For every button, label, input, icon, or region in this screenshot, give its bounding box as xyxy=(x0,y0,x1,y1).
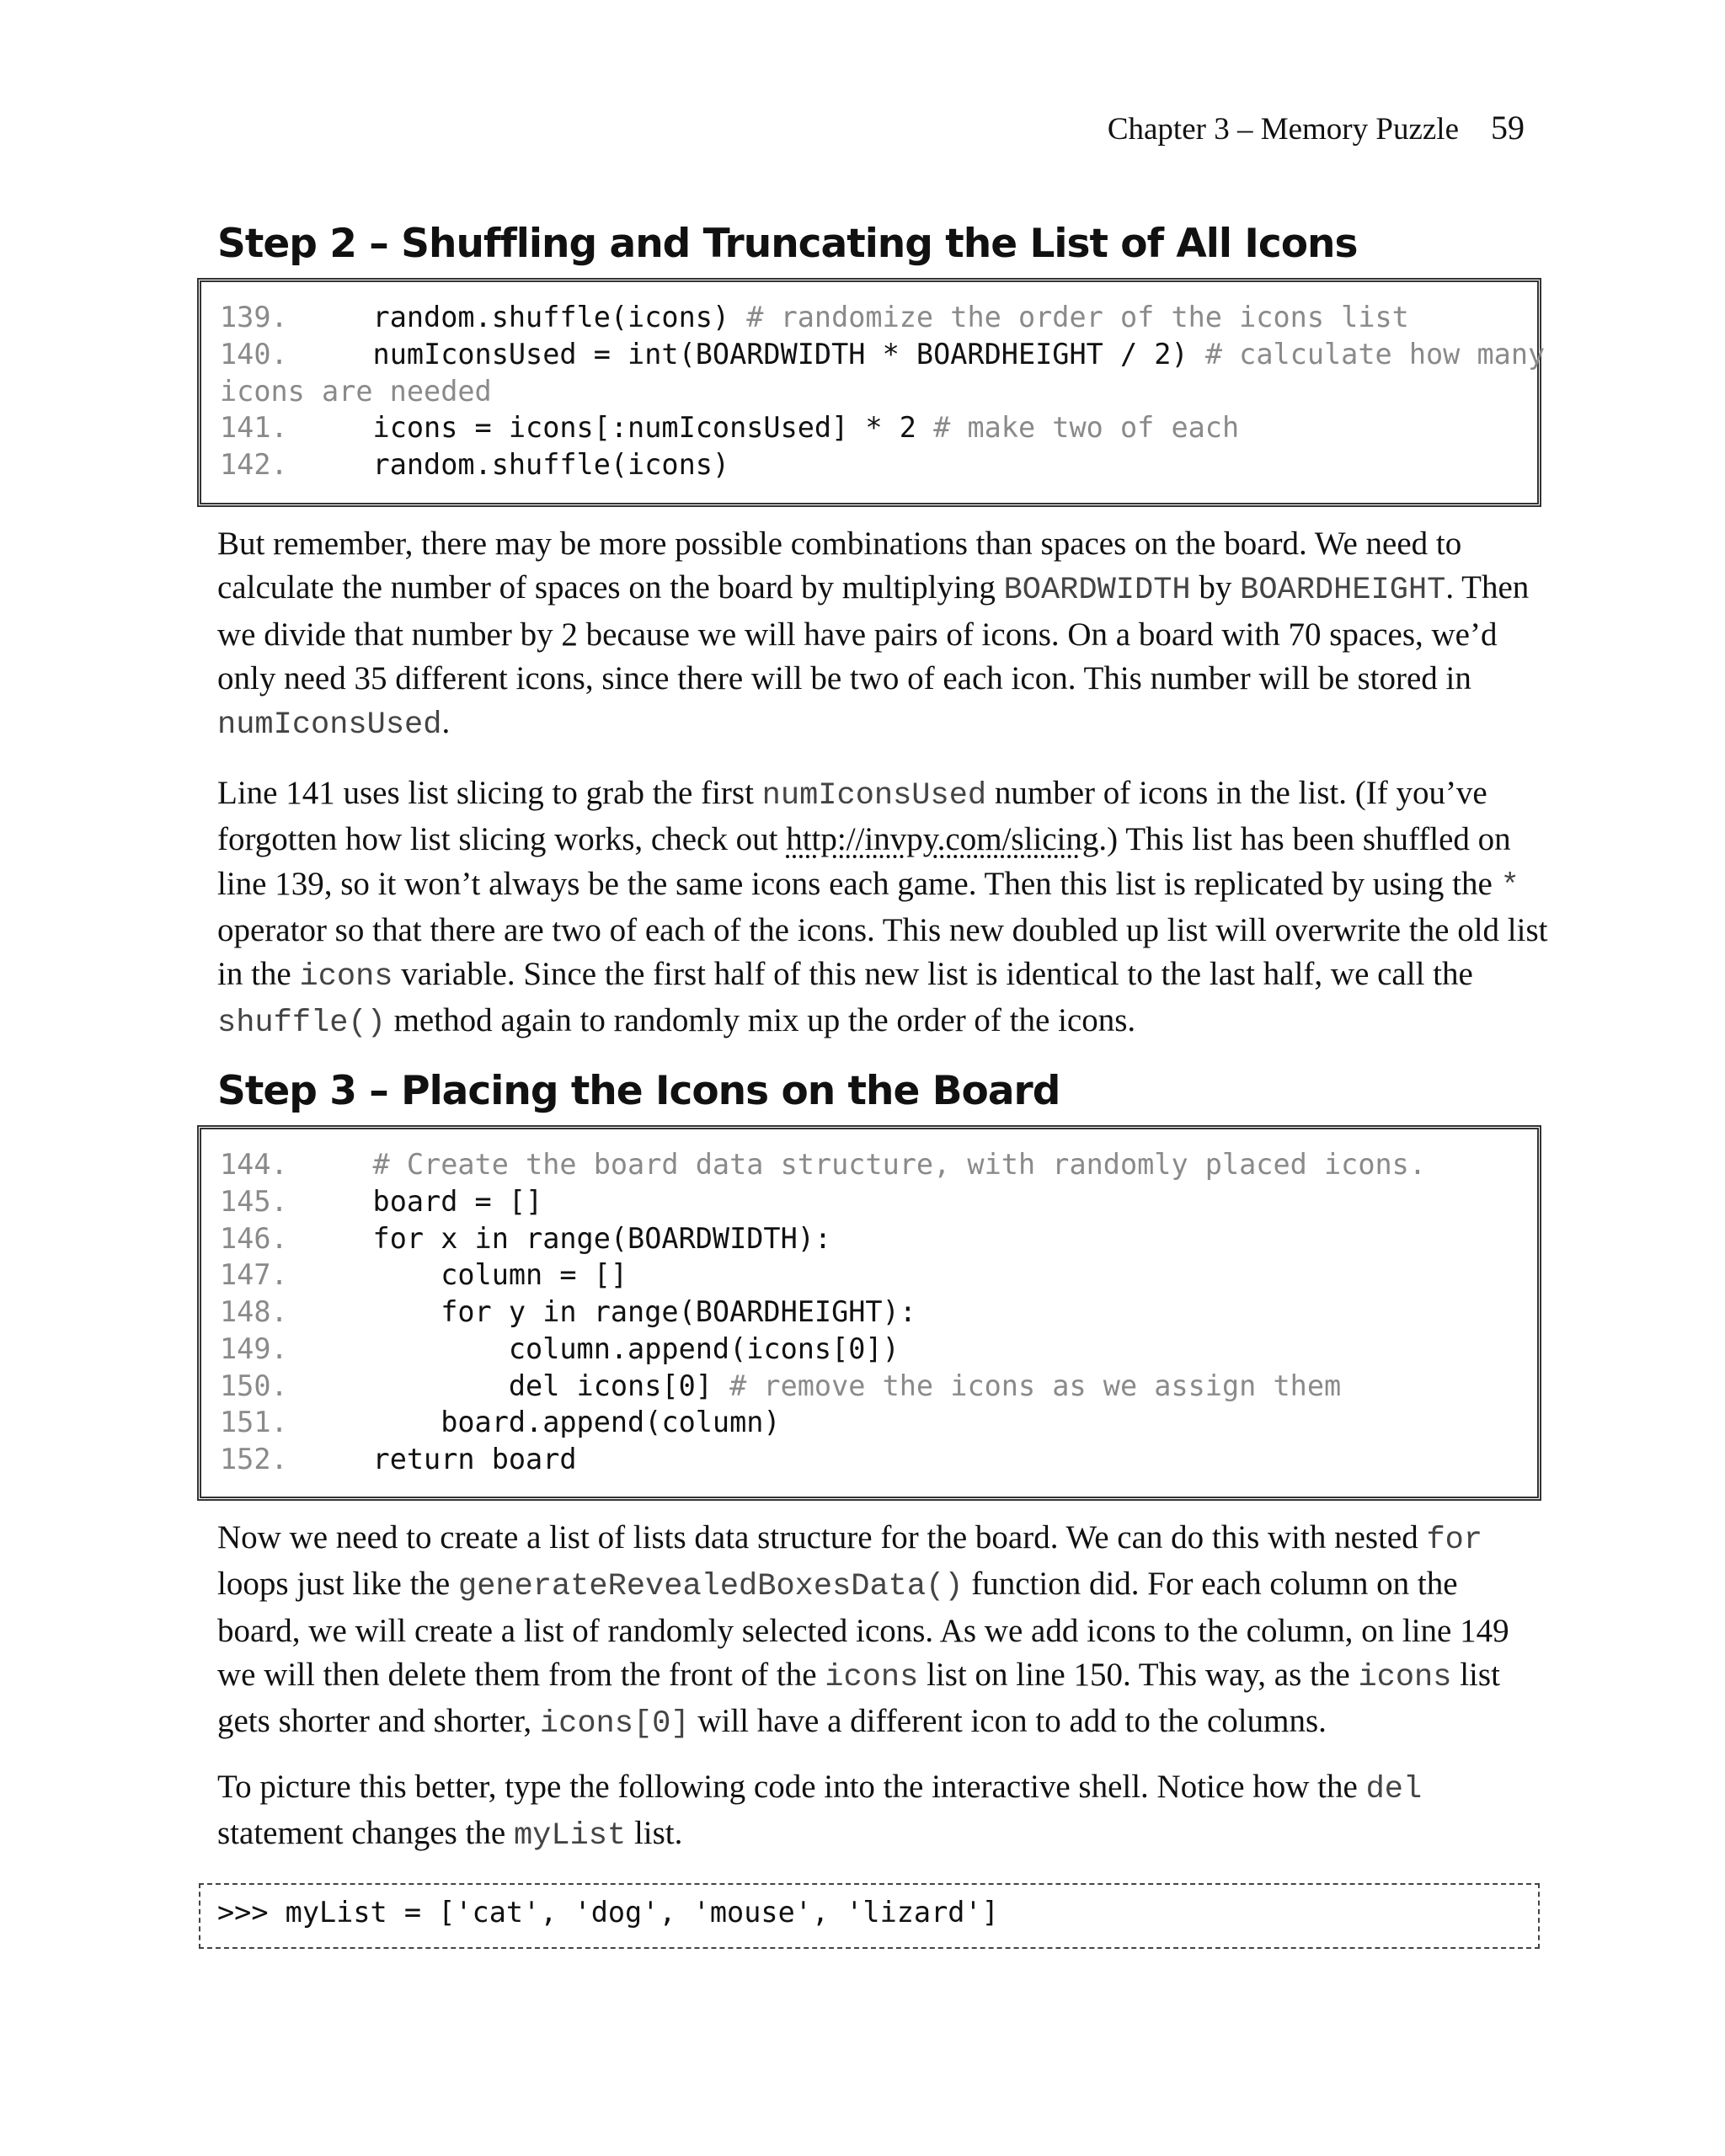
code-line xyxy=(220,1441,1537,1478)
line-number: 148. xyxy=(220,1295,288,1328)
line-number: 139. xyxy=(220,301,288,334)
line-number: 140. xyxy=(220,337,288,371)
code-text: for x in range(BOARDWIDTH): xyxy=(287,1221,832,1255)
line-number: 144. xyxy=(220,1148,288,1181)
code-text: column.append(icons[0]) xyxy=(287,1331,900,1365)
step3-paragraph-2: To picture this better, type the following code into the interactive shell. Notice how the del statement changes the myList list. xyxy=(217,1769,1423,1854)
code-comment: # make two of each xyxy=(933,411,1240,445)
code-comment: # randomize the order of the icons list xyxy=(746,301,1409,334)
step2-heading: Step 2 – Shuffling and Truncating the List of All Icons xyxy=(217,221,1358,267)
code-text: numIconsUsed = int(BOARDWIDTH * BOARDHEIGHT / 2) xyxy=(287,337,1205,371)
interactive-shell-example: >>> myList = ['cat', 'dog', 'mouse', 'lizard'] xyxy=(199,1883,1540,1949)
code-line xyxy=(220,1183,1537,1220)
code-text xyxy=(288,1148,373,1181)
code-text: random.shuffle(icons) xyxy=(287,448,730,481)
line-number: 145. xyxy=(220,1184,288,1218)
code-text: column = [] xyxy=(287,1258,628,1292)
code-text: del icons[0] xyxy=(287,1369,730,1402)
step2-paragraph-1: But remember, there may be more possible combinations than spaces on the board. We need to calculate the number of spaces on the board by multiplying BOARDWIDTH by BOARDHEIGHT. Then we divide that number by 2 because we will have pairs of icons. On a board with 70 spaces, we’d only need 35 different icons, since there will be two of each icon. This number will be stored in numIconsUsed. xyxy=(217,526,1530,744)
code-listing-step3 xyxy=(197,1125,1541,1501)
code-text: icons = icons[:numIconsUsed] * 2 xyxy=(287,411,934,445)
code-comment: # calculate how many xyxy=(1204,337,1546,371)
code-text: for y in range(BOARDHEIGHT): xyxy=(287,1295,916,1328)
code-listing-step2 xyxy=(197,278,1546,507)
code-line xyxy=(220,1331,1537,1368)
code-line xyxy=(220,1368,1537,1405)
code-line xyxy=(220,446,1537,483)
line-number: 151. xyxy=(220,1406,288,1439)
code-line xyxy=(220,1404,1537,1441)
line-number: 141. xyxy=(220,411,288,445)
code-line xyxy=(220,1294,1537,1331)
code-text: board = [] xyxy=(287,1184,543,1218)
code-comment: # Create the board data structure, with randomly placed icons. xyxy=(372,1148,1426,1181)
code-line xyxy=(220,336,1546,373)
line-number: 150. xyxy=(220,1369,288,1402)
step2-paragraph-2: Line 141 uses list slicing to grab the first numIconsUsed number of icons in the list. (If you’ve forgotten how list slicing works, check out http://invpy.com/slicing.) This list has been shuffled on line 139, so it won’t always be the same icons each game. Then this list is replicated by using the * operator so that there are two of each of the icons. This new doubled up list will overwrite the old list in the icons variable. Since the first half of this new list is identical to the last half, we call the shuffle() method again to randomly mix up the order of the icons. xyxy=(217,775,1548,1042)
page-header xyxy=(0,108,1525,147)
code-line xyxy=(220,1146,1537,1183)
code-comment: icons are needed xyxy=(220,374,492,408)
step3-heading: Step 3 – Placing the Icons on the Board xyxy=(217,1068,1060,1114)
line-number: 147. xyxy=(220,1258,288,1292)
chapter-title: Chapter 3 – Memory Puzzle xyxy=(1107,112,1459,147)
line-number: 152. xyxy=(220,1443,288,1476)
code-line xyxy=(220,299,1537,336)
step3-paragraph-1: Now we need to create a list of lists data structure for the board. We can do this with nested for loops just like the generateRevealedBoxesData() function did. For each column on the board, we will create a list of randomly selected icons. As we add icons to the column, on line 149 we will then delete them from the front of the icons list on line 150. This way, as the icons list gets shorter and shorter, icons[0] will have a different icon to add to the columns. xyxy=(217,1519,1509,1742)
line-number: 142. xyxy=(220,448,288,481)
code-comment: # remove the icons as we assign them xyxy=(729,1369,1342,1402)
code-line xyxy=(220,409,1537,446)
line-number: 149. xyxy=(220,1331,288,1365)
line-number: 146. xyxy=(220,1221,288,1255)
code-line xyxy=(220,1220,1537,1257)
slicing-link[interactable]: http://invpy.com/slicing xyxy=(786,821,1099,858)
code-line xyxy=(220,373,1537,410)
code-text: random.shuffle(icons) xyxy=(287,301,747,334)
code-text: return board xyxy=(287,1443,577,1476)
code-line xyxy=(220,1257,1537,1294)
page-number: 59 xyxy=(1491,109,1525,147)
code-text: board.append(column) xyxy=(287,1406,781,1439)
